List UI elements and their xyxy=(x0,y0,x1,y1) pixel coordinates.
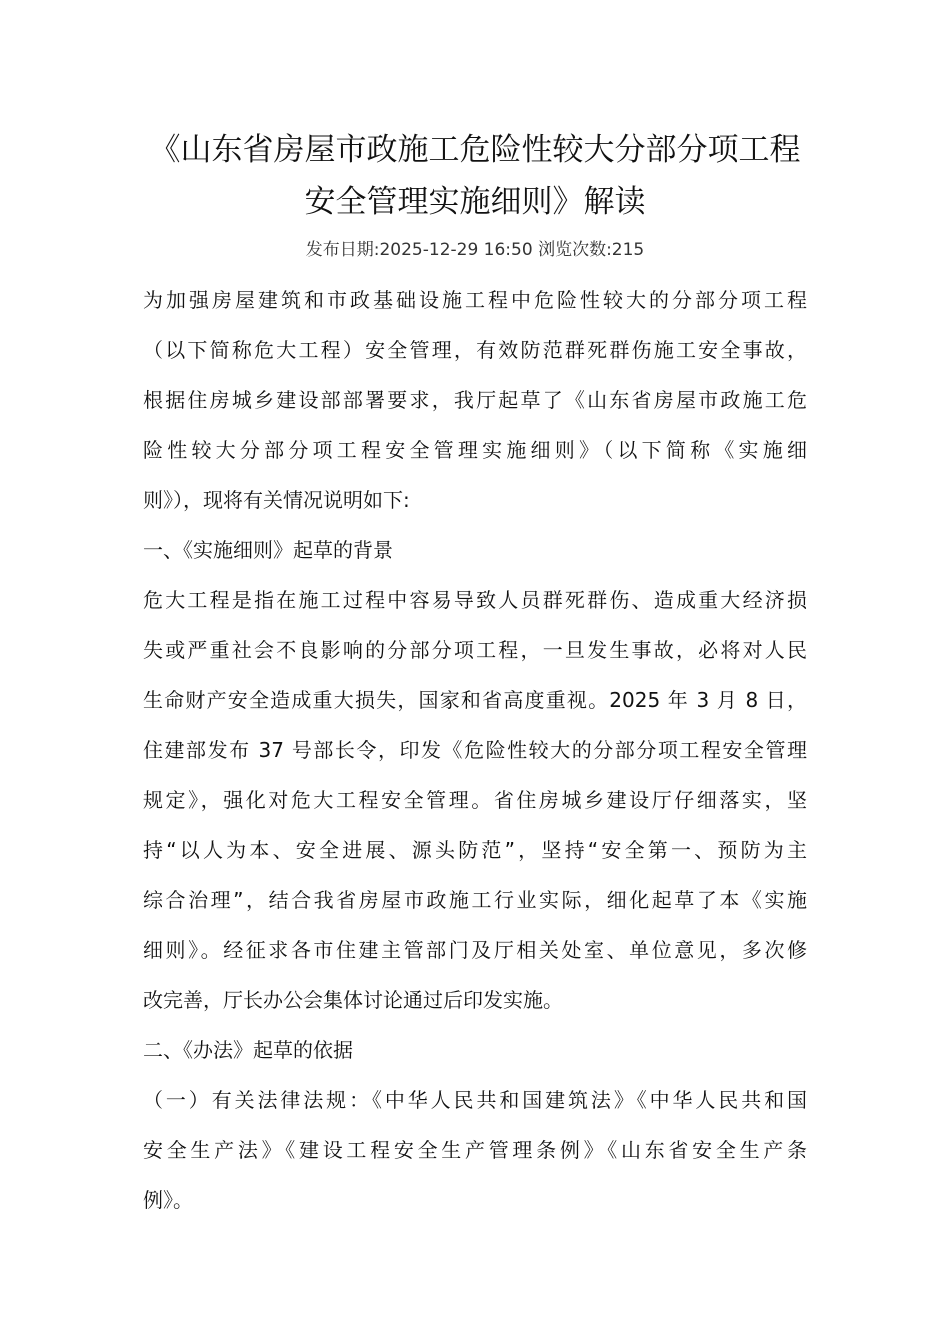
section-heading: 一、《实施细则》起草的背景 xyxy=(143,538,393,562)
body-line: 持“以人为本、安全进展、源头防范”，坚持“安全第一、预防为主 xyxy=(143,838,807,862)
body-line: 生命财产安全造成重大损失，国家和省高度重视。2025 年 3 月 8 日， xyxy=(143,688,807,712)
body-line: 危大工程是指在施工过程中容易导致人员群死群伤、造成重大经济损 xyxy=(143,588,807,612)
body-line: （一）有关法律法规：《中华人民共和国建筑法》《中华人民共和国 xyxy=(143,1088,807,1112)
body-line: 根据住房城乡建设部部署要求，我厅起草了《山东省房屋市政施工危 xyxy=(143,388,807,412)
body-line: 例》。 xyxy=(143,1188,193,1212)
body-line: 综合治理”，结合我省房屋市政施工行业实际，细化起草了本《实施 xyxy=(143,888,807,912)
document-title-line-2: 安全管理实施细则》解读 xyxy=(304,184,646,220)
body-line: 细则》。经征求各市住建主管部门及厅相关处室、单位意见，多次修 xyxy=(143,938,807,962)
body-line: 险性较大分部分项工程安全管理实施细则》（以下简称《实施细 xyxy=(143,438,807,462)
body-line: 则》），现将有关情况说明如下: xyxy=(143,488,410,512)
body-line: 为加强房屋建筑和市政基础设施工程中危险性较大的分部分项工程 xyxy=(143,288,807,312)
publish-meta: 发布日期:2025-12-29 16:50 浏览次数:215 xyxy=(305,240,645,260)
document-title-line-1: 《山东省房屋市政施工危险性较大分部分项工程 xyxy=(149,132,801,168)
body-line: （以下简称危大工程）安全管理，有效防范群死群伤施工安全事故， xyxy=(143,338,807,362)
section-heading: 二、《办法》起草的依据 xyxy=(143,1038,353,1062)
body-line: 规定》，强化对危大工程安全管理。省住房城乡建设厅仔细落实，坚 xyxy=(143,788,807,812)
body-line: 改完善，厅长办公会集体讨论通过后印发实施。 xyxy=(143,988,563,1012)
body-line: 住建部发布 37 号部长令，印发《危险性较大的分部分项工程安全管理 xyxy=(143,738,807,762)
body-line: 安全生产法》《建设工程安全生产管理条例》《山东省安全生产条 xyxy=(143,1138,807,1162)
body-line: 失或严重社会不良影响的分部分项工程，一旦发生事故，必将对人民 xyxy=(143,638,807,662)
